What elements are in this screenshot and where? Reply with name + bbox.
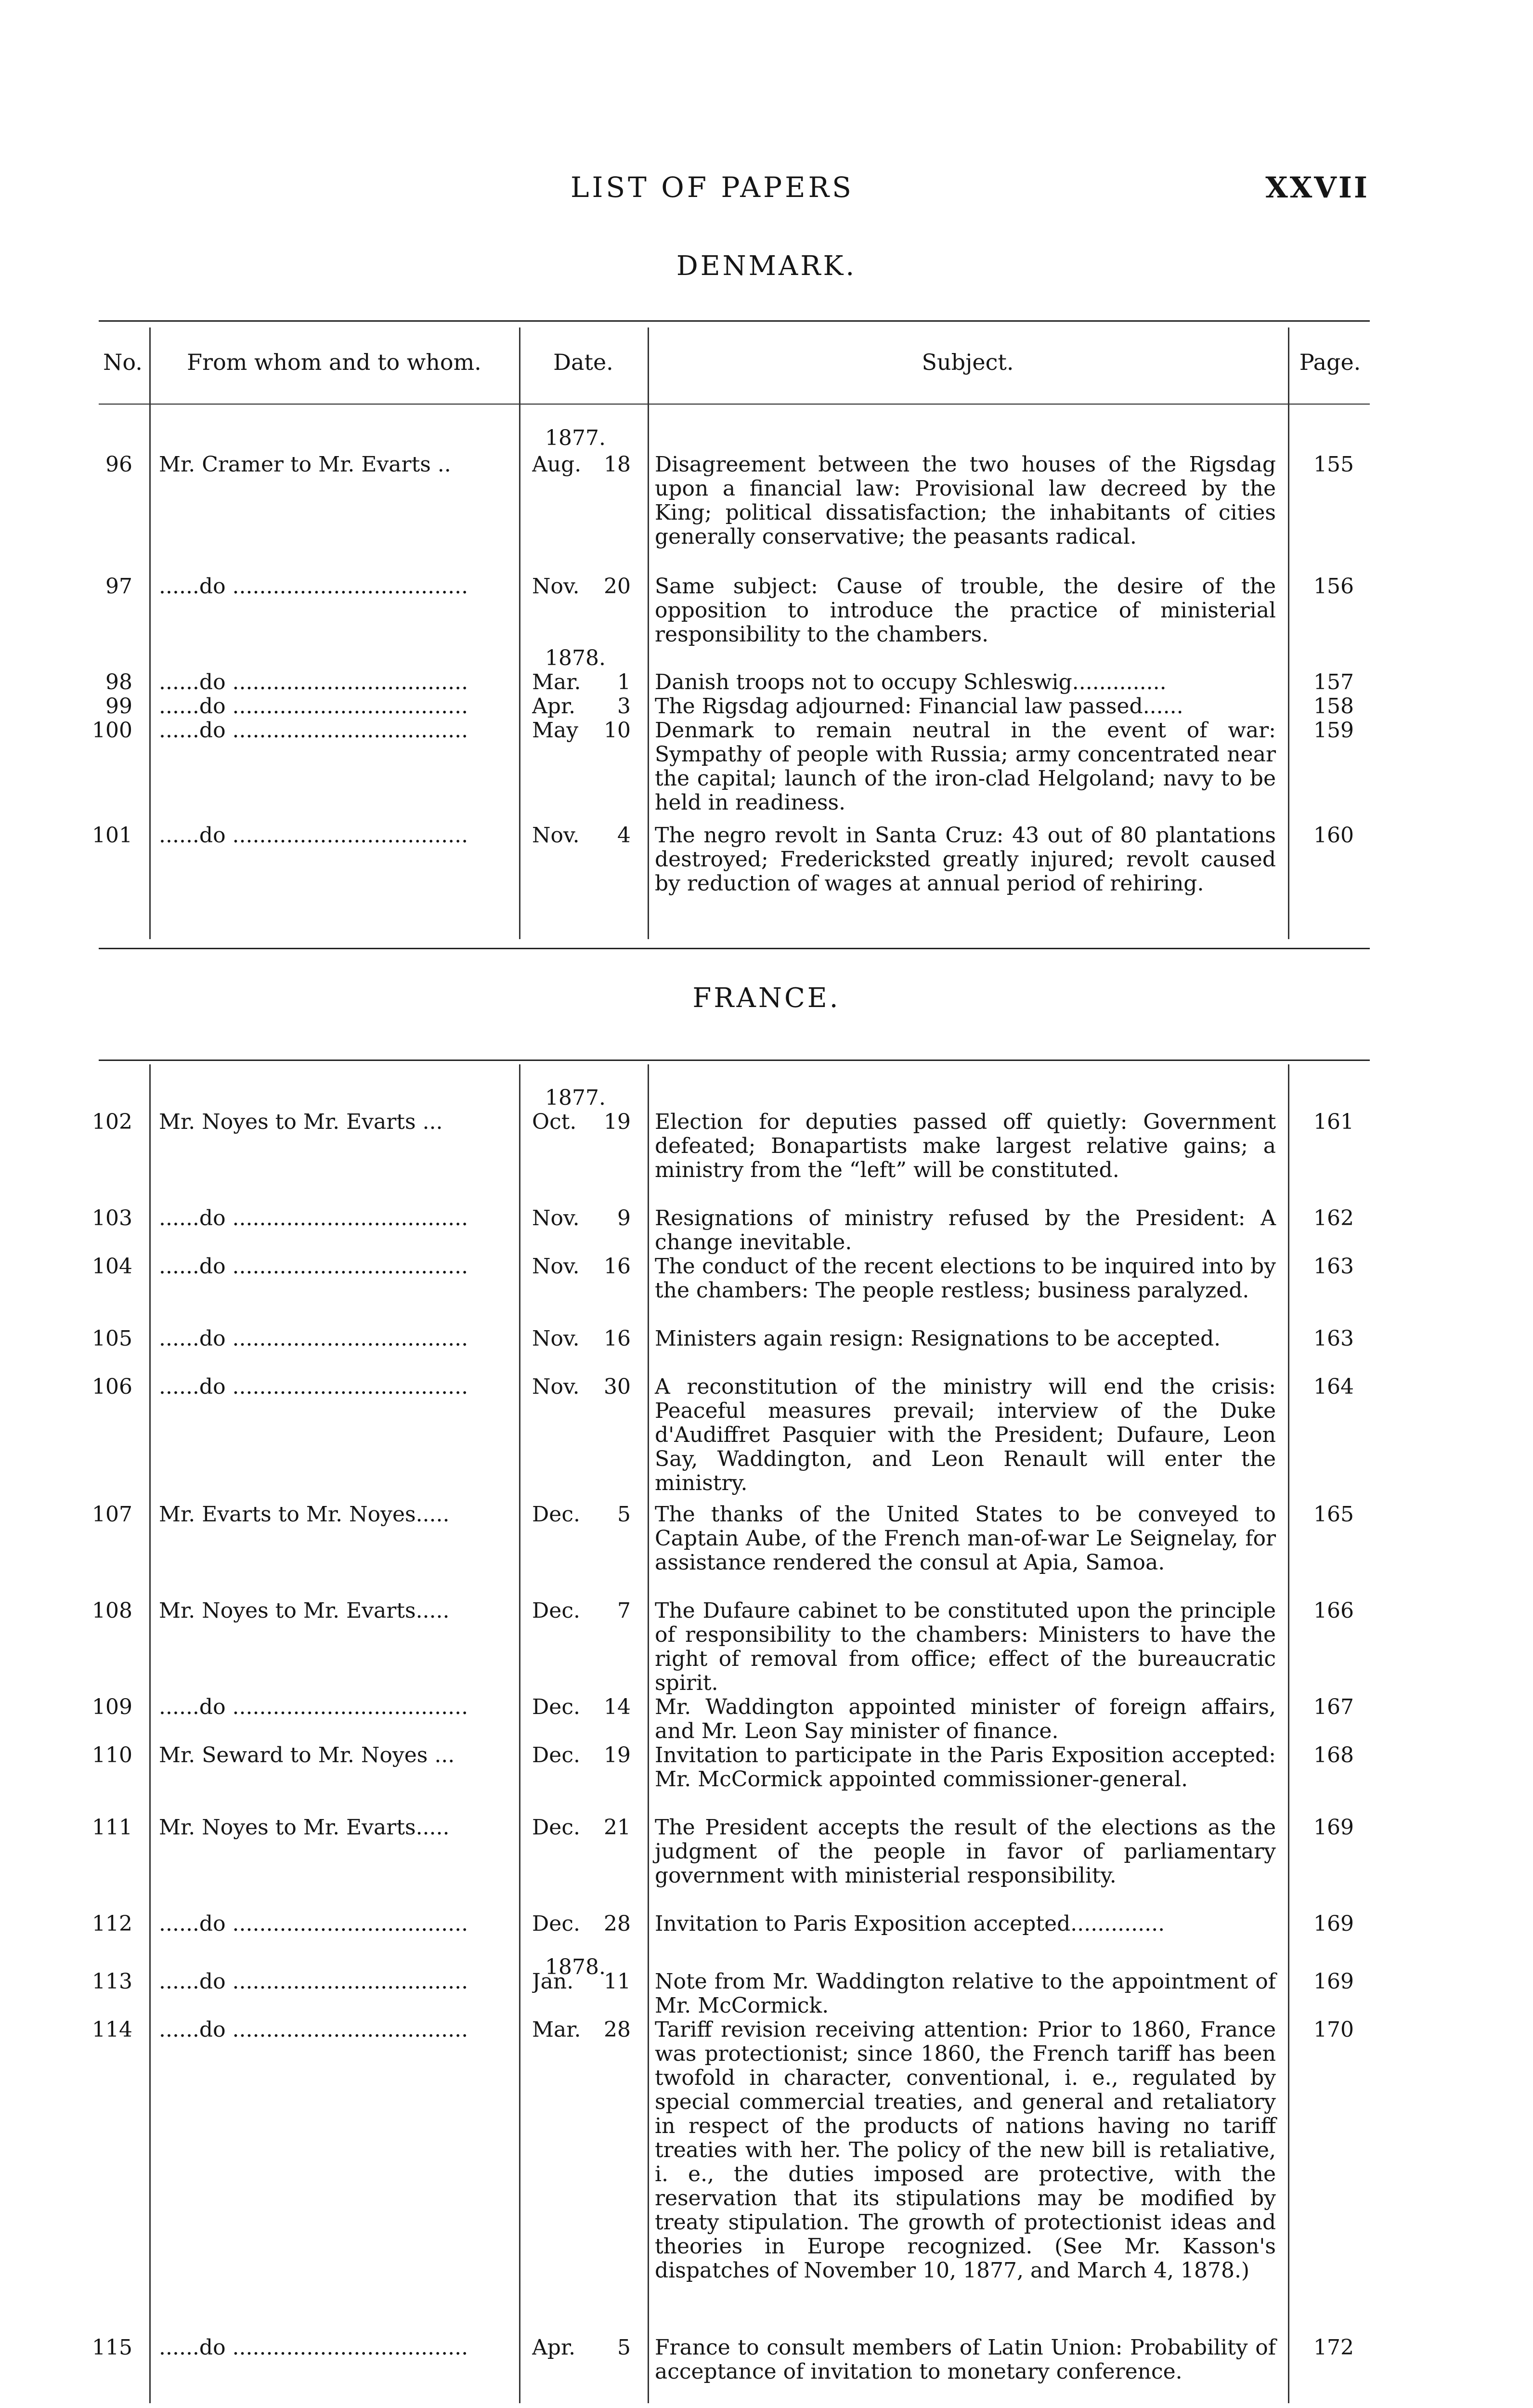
date-month: Mar.: [532, 670, 581, 694]
date-day: 9: [617, 1206, 631, 1230]
column-divider: [648, 1064, 649, 2403]
correspondent: ......do ...................................: [159, 575, 468, 599]
paper-subject: Election for deputies passed off quietly: Government defeated; Bonapartists make largest relative gains; a ministry from the “left” will be constituted.: [655, 1110, 1276, 1182]
date-day: 5: [617, 1503, 631, 1527]
paper-date: [532, 1327, 631, 1351]
paper-number: 110: [92, 1743, 132, 1767]
page-number: 158: [1313, 694, 1354, 719]
correspondent: ......do ...................................: [159, 1375, 468, 1399]
date-month: May: [532, 719, 579, 743]
date-month: Oct.: [532, 1110, 577, 1134]
date-month: Nov.: [532, 1255, 580, 1279]
paper-subject: France to consult members of Latin Union: Probability of acceptance of invitation to monetary conference.: [655, 2335, 1276, 2384]
paper-number: 112: [92, 1911, 132, 1936]
date-month: Dec.: [532, 1599, 580, 1623]
date-day: 21: [604, 1816, 631, 1840]
column-header-from: From whom and to whom.: [187, 349, 481, 375]
paper-subject: The conduct of the recent elections to be inquired into by the chambers: The people restless; business paralyzed.: [655, 1254, 1276, 1303]
paper-date: [532, 1503, 631, 1527]
date-day: 19: [604, 1743, 631, 1767]
correspondent: ......do ...................................: [159, 719, 468, 743]
paper-subject: The negro revolt in Santa Cruz: 43 out of 80 plantations destroyed; Fredericksted greatly injured; revolt caused by reduction of wages at annual period of rehiring.: [655, 823, 1276, 896]
paper-date: [532, 824, 631, 848]
page-number: 159: [1313, 718, 1354, 743]
paper-date: [532, 1599, 631, 1623]
column-header-page: Page.: [1299, 349, 1361, 375]
date-month: Dec.: [532, 1816, 580, 1840]
date-month: Nov.: [532, 824, 580, 848]
column-header-date: Date.: [553, 349, 613, 375]
page-number: 160: [1313, 823, 1354, 848]
column-header-no: No.: [103, 349, 143, 375]
paper-subject: The thanks of the United States to be conveyed to Captain Aube, of the French man-of-war Le Seignelay, for assistance rendered the consul at Apia, Samoa.: [655, 1502, 1276, 1575]
page-number: 169: [1313, 1815, 1354, 1840]
column-divider: [648, 327, 649, 939]
correspondent: ......do ...................................: [159, 1695, 468, 1719]
paper-number: 103: [92, 1206, 132, 1230]
table-top-rule: [99, 1060, 1370, 1061]
paper-subject: Ministers again resign: Resignations to be accepted.: [655, 1326, 1221, 1351]
date-month: Apr.: [532, 2336, 576, 2360]
paper-date: [532, 719, 631, 743]
paper-number: 115: [92, 2335, 132, 2360]
page-number: 156: [1313, 574, 1354, 599]
paper-date: [532, 1375, 631, 1399]
page-number: 172: [1313, 2335, 1354, 2360]
year-label: 1878.: [545, 646, 606, 670]
date-month: Nov.: [532, 1327, 580, 1351]
correspondent: Mr. Evarts to Mr. Noyes.....: [159, 1503, 450, 1527]
date-month: Nov.: [532, 1206, 580, 1230]
paper-subject: The President accepts the result of the elections as the judgment of the people in favor of parliamentary government with ministerial responsibility.: [655, 1815, 1276, 1888]
column-divider: [519, 1064, 520, 2403]
page-number: 165: [1313, 1502, 1354, 1527]
page-number: 169: [1313, 1969, 1354, 1994]
correspondent: ......do ...................................: [159, 2336, 468, 2360]
paper-date: [532, 1970, 631, 1994]
section-title-france: FRANCE.: [692, 982, 841, 1014]
paper-date: [532, 2018, 631, 2042]
paper-date: [532, 1743, 631, 1767]
paper-number: 96: [105, 452, 132, 477]
date-day: 30: [604, 1375, 631, 1399]
year-label: 1877.: [545, 426, 606, 450]
paper-date: [532, 2336, 631, 2360]
column-divider: [149, 327, 151, 939]
page-number: 161: [1313, 1110, 1354, 1134]
date-day: 20: [604, 575, 631, 599]
page-number: 168: [1313, 1743, 1354, 1767]
paper-number: 106: [92, 1374, 132, 1399]
date-day: 18: [604, 453, 631, 477]
date-day: 1: [617, 670, 631, 694]
paper-subject: Mr. Waddington appointed minister of foreign affairs, and Mr. Leon Say minister of finance.: [655, 1695, 1276, 1743]
paper-number: 107: [92, 1502, 132, 1527]
correspondent: Mr. Cramer to Mr. Evarts ..: [159, 453, 451, 477]
date-month: Aug.: [532, 453, 582, 477]
correspondent: ......do ...................................: [159, 1206, 468, 1230]
paper-number: 104: [92, 1254, 132, 1279]
page-number: 163: [1313, 1326, 1354, 1351]
date-day: 14: [604, 1695, 631, 1719]
column-divider: [149, 1064, 151, 2403]
page-number: 164: [1313, 1374, 1354, 1399]
paper-subject: Disagreement between the two houses of the Rigsdag upon a financial law: Provisional law decreed by the King; political dissatisfaction; the inhabitants of cities generally conservative; the peasants radical.: [655, 452, 1276, 549]
date-month: Apr.: [532, 694, 576, 719]
date-month: Dec.: [532, 1743, 580, 1767]
column-divider: [519, 327, 520, 939]
paper-date: [532, 1255, 631, 1279]
table-top-rule: [99, 320, 1370, 322]
page-number: 155: [1313, 452, 1354, 477]
paper-subject: A reconstitution of the ministry will end the crisis: Peaceful measures prevail; interview of the Duke d'Audiffret Pasquier with the President; Dufaure, Leon Say, Waddington, and Leon Renault will enter the ministry.: [655, 1374, 1276, 1495]
paper-number: 101: [92, 823, 132, 848]
paper-date: [532, 694, 631, 719]
date-day: 10: [604, 719, 631, 743]
paper-date: [532, 453, 631, 477]
year-label: 1877.: [545, 1086, 606, 1110]
date-day: 5: [617, 2336, 631, 2360]
paper-number: 114: [92, 2017, 132, 2042]
correspondent: ......do ...................................: [159, 670, 468, 694]
correspondent: ......do ...................................: [159, 1255, 468, 1279]
paper-date: [532, 1695, 631, 1719]
paper-date: [532, 1110, 631, 1134]
paper-number: 98: [105, 670, 132, 694]
paper-subject: Same subject: Cause of trouble, the desire of the opposition to introduce the practice of ministerial responsibility to the chambers.: [655, 574, 1276, 647]
year-label: 1878.: [545, 1955, 606, 1979]
paper-number: 99: [105, 694, 132, 719]
paper-number: 111: [92, 1815, 132, 1840]
paper-date: [532, 1816, 631, 1840]
section-title-denmark: DENMARK.: [676, 250, 857, 282]
correspondent: Mr. Noyes to Mr. Evarts.....: [159, 1816, 450, 1840]
column-divider: [1288, 1064, 1289, 2403]
correspondent: ......do ...................................: [159, 1970, 468, 1994]
correspondent: ......do ...................................: [159, 824, 468, 848]
page-number: 170: [1313, 2017, 1354, 2042]
paper-number: 102: [92, 1110, 132, 1134]
date-month: Dec.: [532, 1695, 580, 1719]
date-month: Nov.: [532, 575, 580, 599]
correspondent: ......do ...................................: [159, 1912, 468, 1936]
date-month: Jan.: [532, 1970, 574, 1994]
paper-date: [532, 1912, 631, 1936]
column-divider: [1288, 327, 1289, 939]
paper-subject: The Rigsdag adjourned: Financial law passed......: [655, 694, 1183, 719]
paper-date: [532, 1206, 631, 1230]
paper-number: 109: [92, 1695, 132, 1719]
paper-subject: Danish troops not to occupy Schleswig..............: [655, 670, 1167, 694]
paper-date: [532, 575, 631, 599]
page-number: 163: [1313, 1254, 1354, 1279]
page-number: 162: [1313, 1206, 1354, 1230]
paper-subject: Denmark to remain neutral in the event of war: Sympathy of people with Russia; army concentrated near the capital; launch of the iron-clad Helgoland; navy to be held in readiness.: [655, 718, 1276, 815]
correspondent: Mr. Noyes to Mr. Evarts ...: [159, 1110, 443, 1134]
paper-subject: Resignations of ministry refused by the President: A change inevitable.: [655, 1206, 1276, 1255]
paper-subject: The Dufaure cabinet to be constituted upon the principle of responsibility to the chambers: Ministers to have the right of removal from office; effect of the bureaucratic spirit.: [655, 1598, 1276, 1695]
page-number: 166: [1313, 1598, 1354, 1623]
paper-number: 105: [92, 1326, 132, 1351]
page-number: 167: [1313, 1695, 1354, 1719]
date-day: 4: [617, 824, 631, 848]
paper-date: [532, 670, 631, 694]
date-month: Mar.: [532, 2018, 581, 2042]
column-header-subject: Subject.: [922, 349, 1014, 375]
page-number-roman: XXVII: [1265, 171, 1369, 205]
correspondent: ......do ...................................: [159, 1327, 468, 1351]
paper-number: 108: [92, 1598, 132, 1623]
paper-subject: Invitation to participate in the Paris Exposition accepted: Mr. McCormick appointed commissioner-general.: [655, 1743, 1276, 1792]
date-day: 28: [604, 2018, 631, 2042]
paper-number: 100: [92, 718, 132, 743]
date-day: 16: [604, 1255, 631, 1279]
page-title: LIST OF PAPERS: [571, 171, 854, 204]
table-bottom-rule: [99, 948, 1370, 949]
correspondent: Mr. Seward to Mr. Noyes ...: [159, 1743, 455, 1767]
page-number: 157: [1313, 670, 1354, 694]
date-day: 19: [604, 1110, 631, 1134]
header-bottom-rule: [99, 404, 1370, 405]
paper-subject: Invitation to Paris Exposition accepted..............: [655, 1911, 1165, 1936]
paper-subject: Note from Mr. Waddington relative to the appointment of Mr. McCormick.: [655, 1969, 1276, 2018]
date-day: 11: [604, 1970, 631, 1994]
date-month: Dec.: [532, 1503, 580, 1527]
page-header: [0, 171, 1533, 209]
paper-subject: Tariff revision receiving attention: Prior to 1860, France was protectionist; since 1860, the French tariff has been twofold in character, conventional, i. e., regulated by special commercial treaties, and general and retaliatory in respect of the products of nations having no tariff treaties with her. The policy of the new bill is retaliative, i. e., the duties imposed are protective, with the reservation that its stipulations may be modified by treaty stipulation. The growth of protectionist ideas and theories in Europe recognized. (See Mr. Kasson's dispatches of November 10, 1877, and March 4, 1878.): [655, 2017, 1276, 2283]
paper-number: 113: [92, 1969, 132, 1994]
correspondent: ......do ...................................: [159, 694, 468, 719]
paper-number: 97: [105, 574, 132, 599]
date-day: 7: [617, 1599, 631, 1623]
correspondent: Mr. Noyes to Mr. Evarts.....: [159, 1599, 450, 1623]
correspondent: ......do ...................................: [159, 2018, 468, 2042]
date-day: 16: [604, 1327, 631, 1351]
page-number: 169: [1313, 1911, 1354, 1936]
date-day: 3: [617, 694, 631, 719]
date-day: 28: [604, 1912, 631, 1936]
date-month: Dec.: [532, 1912, 580, 1936]
date-month: Nov.: [532, 1375, 580, 1399]
